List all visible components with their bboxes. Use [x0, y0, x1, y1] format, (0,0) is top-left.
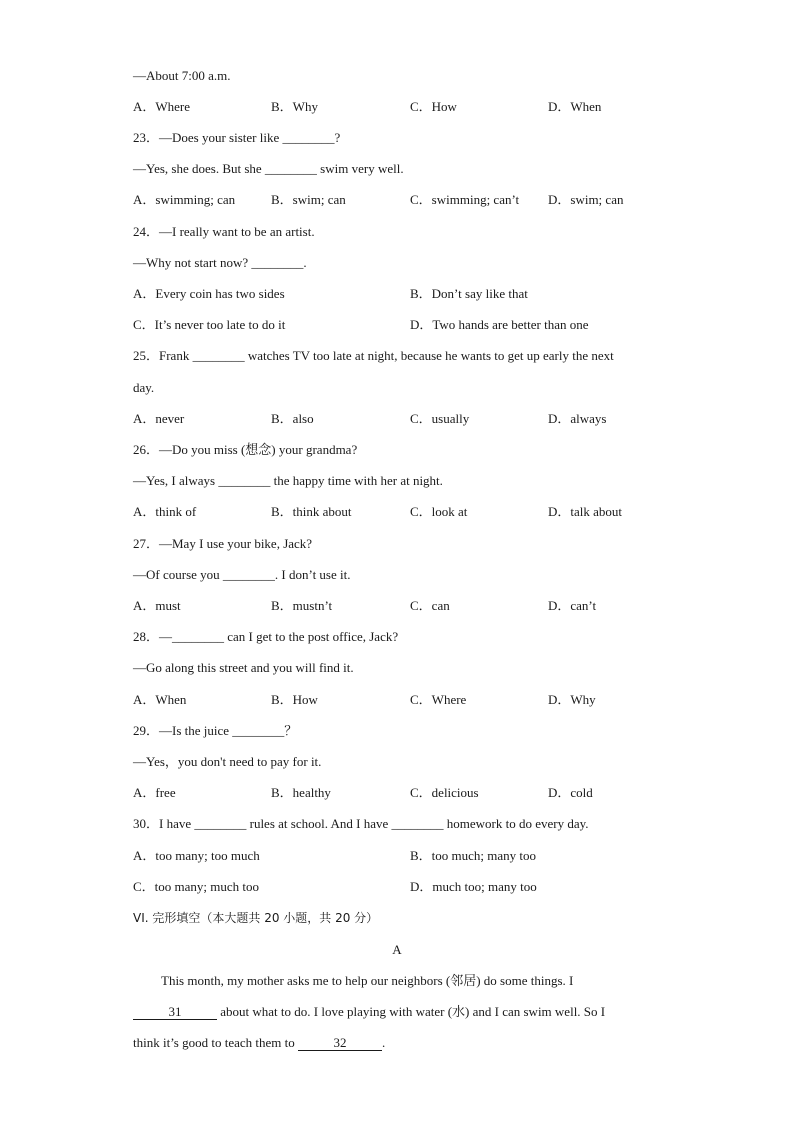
blank-32[interactable]: 32 [298, 1036, 382, 1051]
q29-option-c[interactable]: C．delicious [410, 785, 479, 800]
q27-option-a[interactable]: A．must [133, 598, 181, 613]
q25-option-b[interactable]: B．also [271, 411, 314, 426]
passage-line-3 [133, 1035, 385, 1051]
q28-option-b[interactable]: B．How [271, 692, 318, 707]
q26-question: 26．—Do you miss (想念) your grandma? [133, 442, 358, 457]
q28-option-a[interactable]: A．When [133, 692, 187, 707]
passage-line-3-text: think it’s good to teach them to [133, 1035, 299, 1050]
q28-answer-line: —Go along this street and you will find it. [133, 660, 354, 675]
q29-question: 29．—Is the juice ________？ [133, 723, 298, 738]
q27-question: 27．—May I use your bike, Jack? [133, 536, 313, 551]
q29-answer-line: —Yes，you don't need to pay for it. [133, 754, 322, 769]
q28-question: 28．—________ can I get to the post office, Jack? [133, 629, 399, 644]
passage-label: A [392, 942, 402, 957]
q24-option-b[interactable]: B．Don’t say like that [410, 286, 528, 301]
q29-option-a[interactable]: A．free [133, 785, 176, 800]
q23-option-b[interactable]: B．swim; can [271, 192, 346, 207]
passage-line-2-text: about what to do. I love playing with water (水) and I can swim well. So I [217, 1004, 606, 1019]
q23-answer-line: —Yes, she does. But she ________ swim very well. [133, 161, 404, 176]
q29-option-b[interactable]: B．healthy [271, 785, 331, 800]
q23-option-d[interactable]: D．swim; can [548, 192, 624, 207]
q30-option-a[interactable]: A．too many; too much [133, 848, 260, 863]
q23-question: 23．—Does your sister like ________? [133, 130, 341, 145]
q30-option-b[interactable]: B．too much; many too [410, 848, 537, 863]
passage-line-1: This month, my mother asks me to help our neighbors (邻居) do some things. I [161, 973, 574, 988]
q25-question-continued: day. [133, 380, 155, 395]
q26-option-b[interactable]: B．think about [271, 504, 352, 519]
q26-option-d[interactable]: D．talk about [548, 504, 623, 519]
q22-option-a[interactable]: A．Where [133, 99, 191, 114]
q27-option-b[interactable]: B．mustn’t [271, 598, 333, 613]
q22-answer-line: —About 7:00 a.m. [133, 68, 231, 83]
q25-option-c[interactable]: C．usually [410, 411, 470, 426]
q29-option-d[interactable]: D．cold [548, 785, 593, 800]
passage-line-2 [133, 1004, 605, 1020]
q27-option-c[interactable]: C．can [410, 598, 450, 613]
q24-question: 24．—I really want to be an artist. [133, 224, 315, 239]
q27-option-d[interactable]: D．can’t [548, 598, 597, 613]
q26-answer-line: —Yes, I always ________ the happy time with her at night. [133, 473, 443, 488]
q25-question: 25．Frank ________ watches TV too late at night, because he wants to get up early the next [133, 348, 614, 363]
q24-answer-line: —Why not start now? ________. [133, 255, 307, 270]
q25-option-d[interactable]: D．always [548, 411, 607, 426]
q26-option-c[interactable]: C．look at [410, 504, 468, 519]
q22-option-c[interactable]: C．How [410, 99, 457, 114]
q23-option-c[interactable]: C．swimming; can’t [410, 192, 520, 207]
section-heading: VI. 完形填空（本大题共 20 小题，共 20 分） [133, 911, 379, 925]
q22-option-b[interactable]: B．Why [271, 99, 318, 114]
q28-option-d[interactable]: D．Why [548, 692, 596, 707]
q24-option-c[interactable]: C．It’s never too late to do it [133, 317, 286, 332]
q27-answer-line: —Of course you ________. I don’t use it. [133, 567, 351, 582]
q30-question: 30．I have ________ rules at school. And I have ________ homework to do every day. [133, 816, 589, 831]
q25-option-a[interactable]: A．never [133, 411, 185, 426]
q30-option-d[interactable]: D．much too; many too [410, 879, 537, 894]
q23-option-a[interactable]: A．swimming; can [133, 192, 236, 207]
q28-option-c[interactable]: C．Where [410, 692, 467, 707]
blank-31[interactable]: 31 [133, 1005, 217, 1020]
q24-option-a[interactable]: A．Every coin has two sides [133, 286, 285, 301]
q22-option-d[interactable]: D．When [548, 99, 602, 114]
passage-line-3-end: . [382, 1035, 386, 1050]
q26-option-a[interactable]: A．think of [133, 504, 197, 519]
q30-option-c[interactable]: C．too many; much too [133, 879, 260, 894]
q24-option-d[interactable]: D．Two hands are better than one [410, 317, 589, 332]
